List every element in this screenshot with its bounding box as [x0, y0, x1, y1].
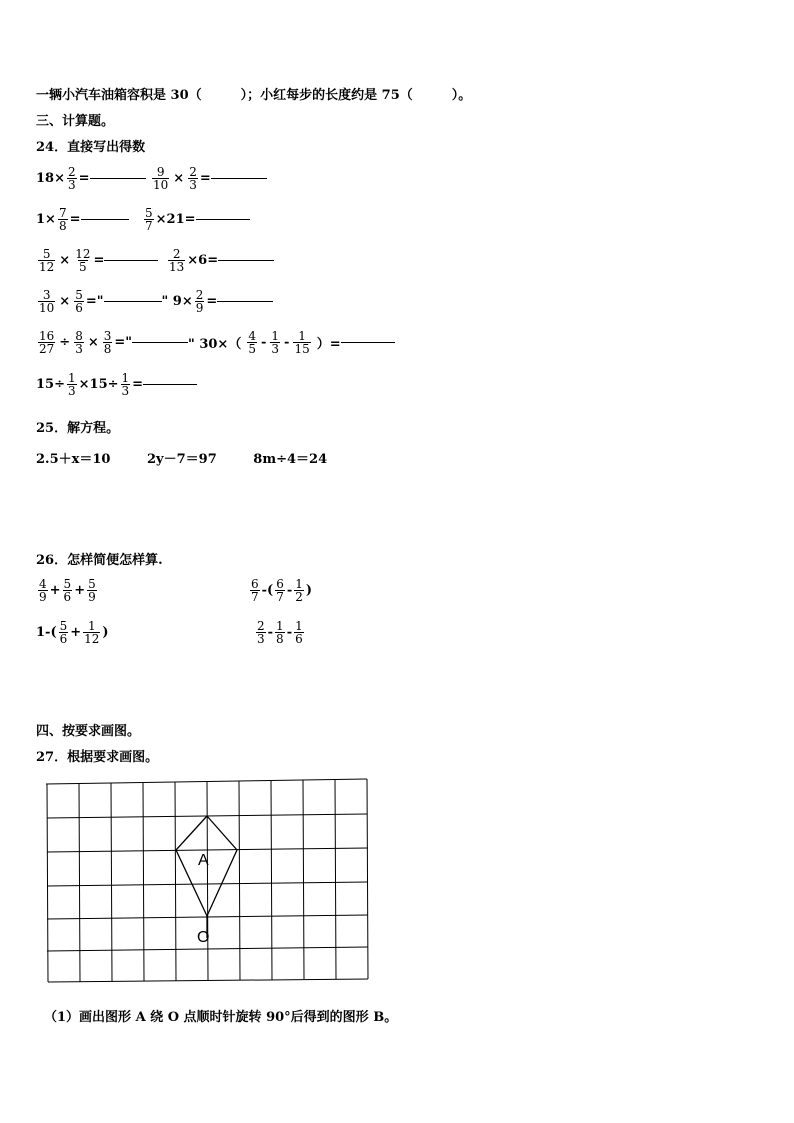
q27-task1: （1）画出图形 A 绕 O 点顺时针旋转 90°后得到的图形 B。 [44, 1010, 398, 1025]
fraction: $\frac{2}{9}$ [195, 288, 204, 315]
q25-eq3: 8m÷4＝24 [253, 452, 328, 467]
answer-blank[interactable] [104, 260, 158, 261]
fraction: $\frac{6}{7}$ [276, 577, 284, 604]
fraction: $\frac{8}{3}$ [75, 329, 83, 356]
q27-grid-figure [45, 778, 375, 988]
q24-r1-a-prefix: 18× [36, 171, 65, 186]
q24-r4-b-suffix: = [206, 294, 218, 309]
answer-blank[interactable] [90, 178, 146, 179]
section4-title: 四、按要求画图。 [36, 724, 141, 739]
q26-expr2 [248, 578, 312, 603]
fraction: $\frac{1}{3}$ [121, 371, 130, 398]
fraction: $\frac{1}{15}$ [294, 329, 310, 356]
answer-blank[interactable] [143, 384, 197, 385]
q23-blank1[interactable] [202, 88, 241, 103]
fraction: $\frac{5}{7}$ [145, 206, 153, 233]
q24-r2-a-prefix: 1× [36, 212, 56, 227]
q24-r4-b-prefix: " 9× [161, 294, 193, 309]
q24-r1-b [150, 166, 267, 191]
q24-r5-end: ）= [316, 337, 341, 352]
answer-blank[interactable] [211, 178, 267, 179]
fraction: $\frac{1}{2}$ [295, 577, 303, 604]
fraction: $\frac{16}{27}$ [39, 329, 55, 356]
kite-shape-a [176, 816, 237, 938]
q23-text2: ）；小红每步的长度约是 75（ [240, 88, 413, 103]
q26-e3-prefix: 1-( [36, 625, 57, 640]
operator: × [59, 294, 71, 309]
operator: + [49, 583, 61, 598]
q24-r2-b-suffix: ×21= [155, 212, 196, 227]
operator: × [173, 171, 185, 186]
answer-blank[interactable] [104, 301, 162, 302]
section3-title: 三、计算题。 [36, 114, 115, 129]
label-a: A [198, 852, 209, 869]
answer-blank[interactable] [218, 260, 274, 261]
q24-r1-b-suffix: = [199, 171, 211, 186]
q24-r6-suffix: = [132, 377, 144, 392]
grid-svg [45, 778, 375, 984]
operator: - [286, 583, 293, 598]
fraction: $\frac{1}{3}$ [67, 371, 76, 398]
fraction: $\frac{2}{13}$ [169, 247, 185, 274]
operator: × [59, 253, 71, 268]
fraction: $\frac{5}{9}$ [88, 577, 96, 604]
q23-blank2[interactable] [413, 88, 452, 103]
operator: ÷ [59, 335, 71, 350]
fraction: $\frac{2}{3}$ [67, 165, 76, 192]
q25-eq2: 2y－7＝97 [147, 452, 217, 467]
q25-title: 25．解方程。 [36, 421, 120, 436]
q25-equations [36, 448, 327, 467]
q24-r3-b-suffix: ×6= [187, 253, 219, 268]
q24-r4-a [36, 289, 273, 314]
operator: - [286, 625, 293, 640]
fraction: $\frac{1}{12}$ [84, 619, 100, 646]
fraction: $\frac{1}{6}$ [295, 619, 303, 646]
q24-r3-a-suffix: = [93, 253, 105, 268]
fraction: $\frac{1}{3}$ [271, 329, 280, 356]
q26-title: 26．怎样简便怎样算. [36, 553, 163, 568]
fraction: $\frac{9}{10}$ [153, 165, 169, 192]
answer-blank[interactable] [217, 301, 273, 302]
q23-text1: 一辆小汽车油箱容积是 30（ [36, 88, 202, 103]
fraction: $\frac{2}{3}$ [189, 165, 197, 192]
fraction: $\frac{6}{7}$ [251, 577, 259, 604]
q23-line [36, 84, 471, 103]
q27-title: 27．根据要求画图。 [36, 750, 159, 765]
answer-blank[interactable] [132, 342, 188, 343]
fraction: $\frac{4}{5}$ [248, 329, 256, 356]
fraction: $\frac{3}{10}$ [39, 288, 55, 315]
q24-r1-a [36, 166, 146, 191]
operator: ) [102, 625, 109, 640]
grid-lines [46, 779, 368, 982]
fraction: $\frac{5}{6}$ [63, 577, 72, 604]
answer-blank[interactable] [81, 219, 129, 220]
fraction: $\frac{2}{3}$ [257, 619, 265, 646]
answer-blank[interactable] [196, 219, 250, 220]
q24-r3-a [36, 248, 158, 273]
fraction: $\frac{3}{8}$ [103, 329, 112, 356]
answer-blank[interactable] [341, 342, 395, 343]
q24-title: 24．直接写出得数 [36, 140, 146, 155]
fraction: $\frac{7}{8}$ [58, 206, 67, 233]
q24-r2-b [142, 207, 250, 232]
q24-r1-a-suffix: = [78, 171, 90, 186]
operator: + [70, 625, 82, 640]
fraction: $\frac{4}{9}$ [39, 577, 47, 604]
fraction: $\frac{12}{5}$ [75, 247, 91, 274]
q24-r6-mid: ×15÷ [78, 377, 119, 392]
operator: -( [261, 583, 274, 598]
q24-r5 [36, 330, 395, 355]
operator: + [74, 583, 86, 598]
q26-expr3 [36, 620, 109, 645]
q24-r2-a-suffix: = [69, 212, 81, 227]
q24-r5-eq: =" [114, 335, 133, 350]
label-o: O [197, 929, 210, 946]
fraction: $\frac{5}{6}$ [75, 288, 83, 315]
q24-r6 [36, 372, 197, 397]
operator: - [267, 625, 274, 640]
fraction: $\frac{5}{12}$ [39, 247, 55, 274]
q25-eq1: 2.5＋x＝10 [36, 452, 111, 467]
operator: - [260, 335, 267, 350]
q24-r4-a-suffix: =" [85, 294, 104, 309]
q26-expr1 [36, 578, 99, 603]
q24-r2-a [36, 207, 129, 232]
operator: ) [305, 583, 313, 598]
fraction: $\frac{5}{6}$ [59, 619, 68, 646]
operator: - [284, 335, 290, 350]
operator: × [87, 335, 99, 350]
q26-expr4 [254, 620, 306, 645]
q23-text3: ）。 [451, 88, 472, 103]
q24-r3-b [166, 248, 274, 273]
fraction: $\frac{1}{8}$ [276, 619, 284, 646]
q24-r6-prefix: 15÷ [36, 377, 65, 392]
q24-r5-mid: " 30×（ [188, 337, 242, 352]
